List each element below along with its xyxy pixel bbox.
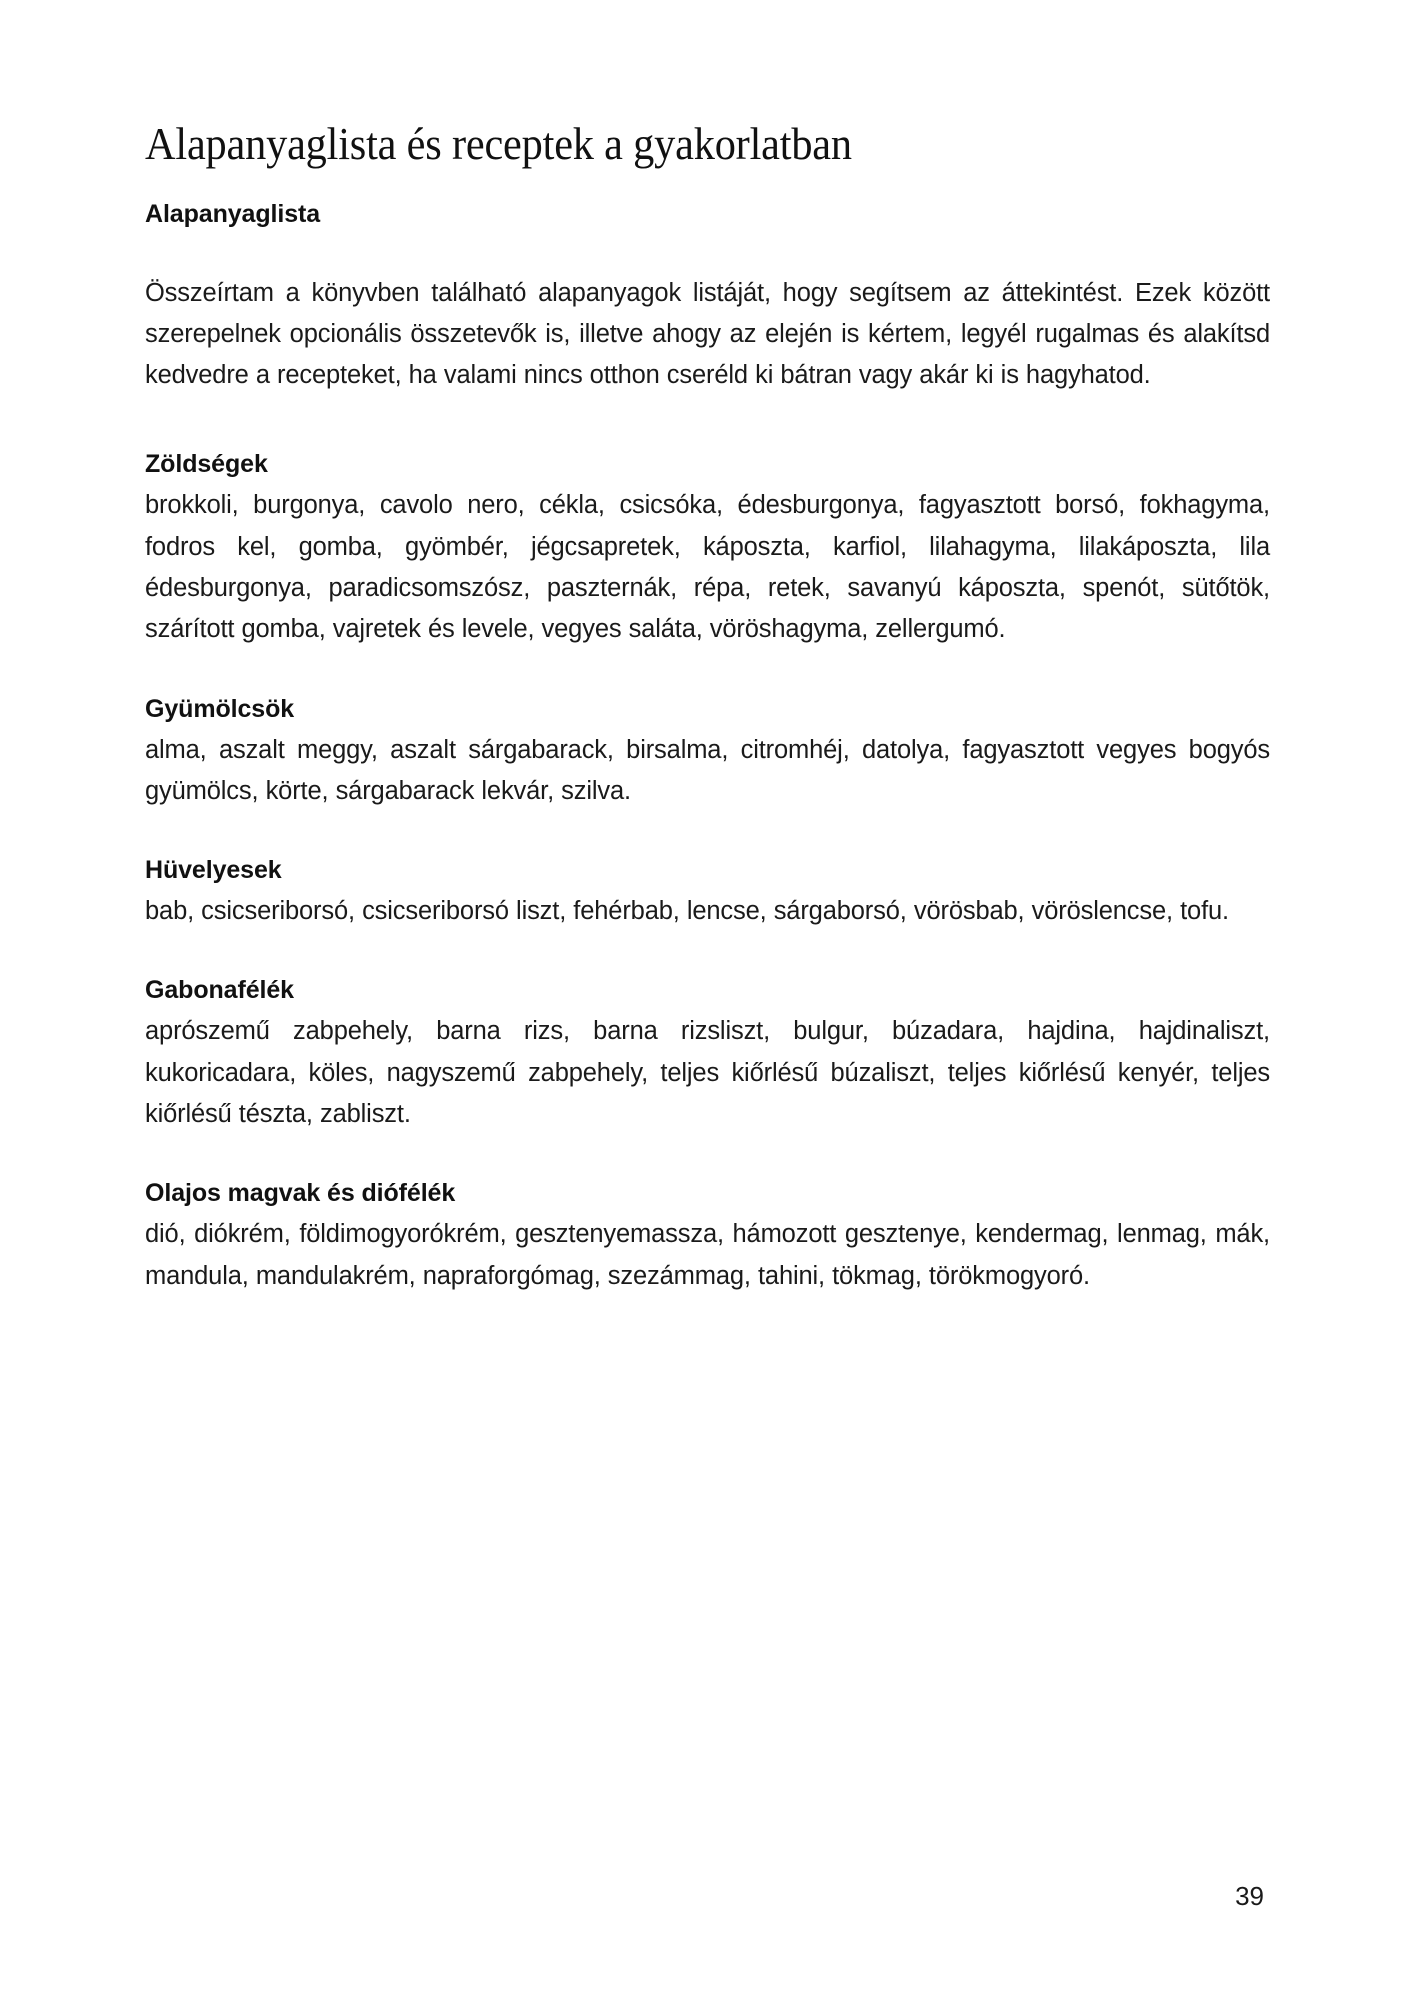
section-heading: Gyümölcsök <box>145 694 295 723</box>
section-text: brokkoli, burgonya, cavolo nero, cékla, csicsóka, édesburgonya, fagyasztott borsó, fokhagyma, fodros kel, gomba, gyömbér, jégcsapretek, káposzta, karfiol, lilahagyma, lilakáposzta, lila édesburgonya, paradicsomszósz, paszternák, répa, retek, savanyú káposzta, spenót, sütőtök, szárított gomba, vajretek és levele, vegyes saláta, vöröshagyma, zellergumó. <box>145 491 1270 644</box>
section-subheading-alapanyaglista: Alapanyaglista <box>145 199 321 228</box>
section-heading: Zöldségek <box>145 450 268 479</box>
section-text: alma, aszalt meggy, aszalt sárgabarack, birsalma, citromhéj, datolya, fagyasztott vegyes bogyós gyümölcs, körte, sárgabarack lekvár, szilva. <box>145 735 1270 805</box>
section-gyumolcsok <box>145 695 1270 813</box>
section-heading: Gabonafélék <box>145 976 294 1005</box>
section-gabonafelek <box>145 976 1270 1135</box>
section-text: aprószemű zabpehely, barna rizs, barna rizsliszt, bulgur, búzadara, hajdina, hajdinaliszt, kukoricadara, köles, nagyszemű zabpehely, teljes kiőrlésű búzaliszt, teljes kiőrlésű kenyér, teljes kiőrlésű tészta, zabliszt. <box>145 1017 1270 1129</box>
page-title: Alapanyaglista és receptek a gyakorlatban <box>145 118 852 169</box>
section-text: bab, csicseriborsó, csicseriborsó liszt, fehérbab, lencse, sárgaborsó, vörösbab, vöröslencse, tofu. <box>145 897 1229 926</box>
page-number: 39 <box>1235 1881 1264 1911</box>
section-huvelyesek <box>145 856 1270 932</box>
section-olajos-magvak-es-diofelek <box>145 1179 1270 1297</box>
intro-paragraph: Összeírtam a könyvben található alapanyagok listáját, hogy segítsem az áttekintést. Ezek között szerepelnek opcionális összetevők is, illetve ahogy az elején is kértem, legyél rugalmas és alakítsd kedvedre a recepteket, ha valami nincs otthon cseréld ki bátran vagy akár ki is hagyhatod. <box>145 278 1270 390</box>
page-content <box>145 118 1270 1297</box>
section-heading: Olajos magvak és diófélék <box>145 1179 456 1208</box>
section-heading: Hüvelyesek <box>145 856 282 885</box>
section-text: dió, diókrém, földimogyorókrém, gesztenyemassza, hámozott gesztenye, kendermag, lenmag, mák, mandula, mandulakrém, napraforgómag, szezámmag, tahini, tökmag, törökmogyoró. <box>145 1220 1270 1290</box>
section-zoldsegek <box>145 450 1270 650</box>
